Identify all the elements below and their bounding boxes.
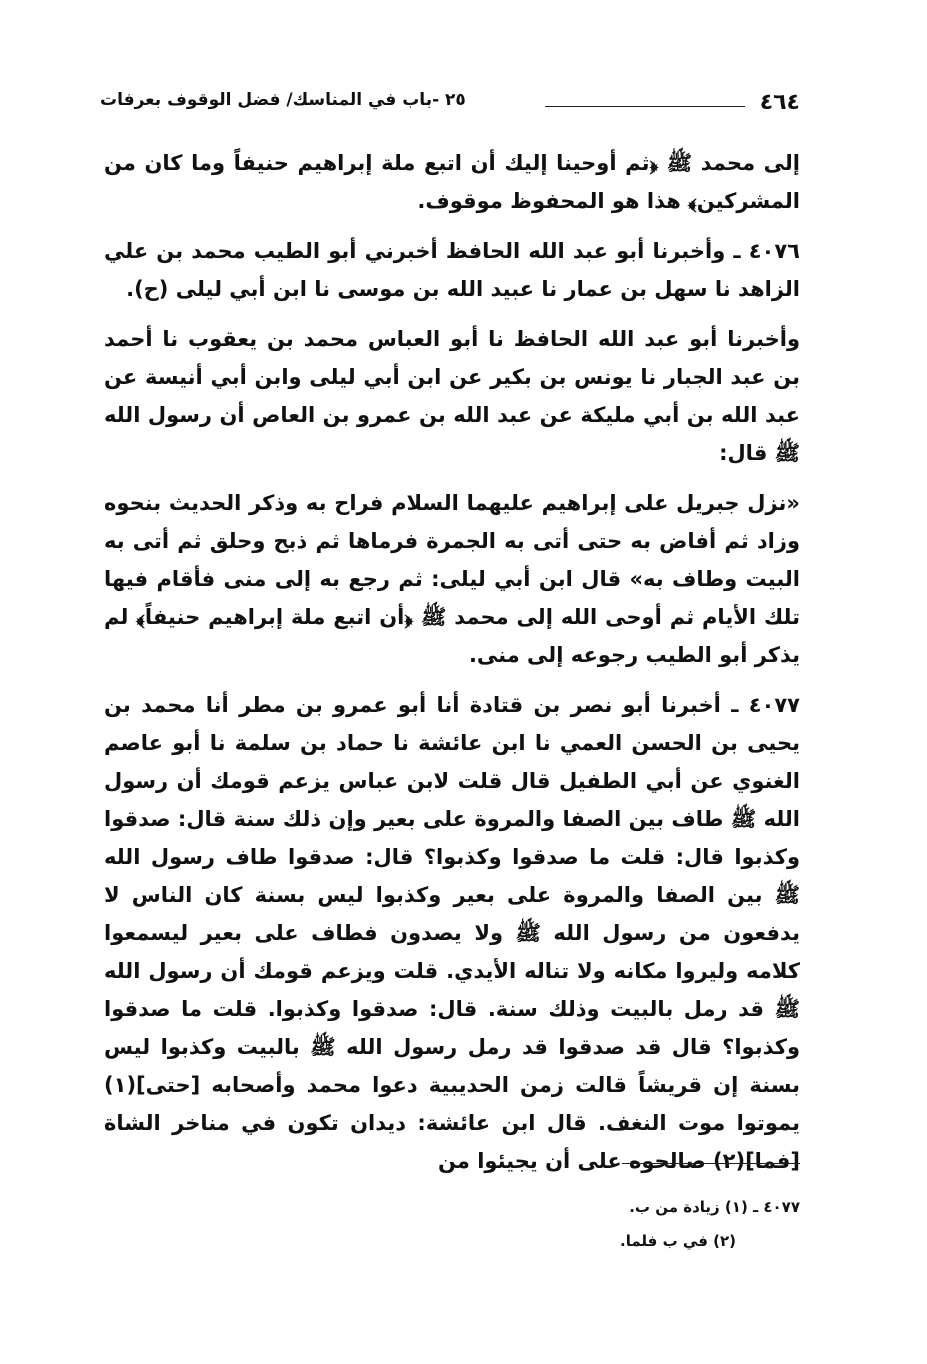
body-text <box>104 144 800 1180</box>
page-header <box>100 88 800 122</box>
running-title: ٢٥ -باب في المناسك/ فضل الوقوف بعرفات <box>100 90 466 110</box>
paragraph-matn: «نزل جبريل على إبراهيم عليهما السلام فراح به وذكر الحديث بنحوه وزاد ثم أفاض به حتى أتى به الجمرة فرماها ثم ذبح وحلق ثم أتى به البيت وطاف به» قال ابن أبي ليلى: ثم رجع به إلى منى فأقام فيها تلك الأيام ثم أوحى الله إلى محمد ﷺ ﴿أن اتبع ملة إبراهيم حنيفاً﴾ لم يذكر أبو الطيب رجوعه إلى منى. <box>104 491 800 667</box>
footnotes <box>500 1190 800 1258</box>
footnote-rule <box>622 1163 800 1164</box>
paragraph-hadith-4077: ٤٠٧٧ ـ أخبرنا أبو نصر بن قتادة أنا أبو عمرو بن مطر أنا محمد بن يحيى بن الحسن العمي نا ابن عائشة نا حماد بن سلمة نا أبو عاصم الغنوي عن أبي الطفيل قال قلت لابن عباس يزعم قومك أن رسول الله ﷺ طاف بين الصفا والمروة على بعير وإن ذلك سنة قال: صدقوا وكذبوا قال: قلت ما صدقوا وكذبوا؟ قال: صدقوا طاف رسول الله ﷺ بين الصفا والمروة على بعير وكذبوا ليس بسنة كان الناس لا يدفعون من رسول الله ﷺ ولا يصدون فطاف على بعير ليسمعوا كلامه وليروا مكانه ولا تناله الأيدي. قلت ويزعم قومك أن رسول الله ﷺ قد رمل بالبيت وذلك سنة. قال: صدقوا وكذبوا. قلت ما صدقوا وكذبوا؟ قال قد صدقوا قد رمل رسول الله ﷺ بالبيت وكذبوا ليس بسنة إن قريشاً قالت زمن الحديبية دعوا محمد وأصحابه [حتى](١) يموتوا موت النغف. قال ابن عائشة: ديدان تكون في مناخر الشاة [فما](٢) صالحوه على أن يجيئوا من <box>104 693 800 1173</box>
header-rule <box>545 106 745 107</box>
paragraph-isnad: وأخبرنا أبو عبد الله الحافظ نا أبو العباس محمد بن يعقوب نا أحمد بن عبد الجبار نا يونس بن بكير عن ابن أبي ليلى وابن أبي أنيسة عن عبد الله بن أبي مليكة عن عبد الله بن عمرو بن العاص أن رسول الله ﷺ قال: <box>104 327 800 465</box>
paragraph-continuation: إلى محمد ﷺ ﴿ثم أوحينا إليك أن اتبع ملة إبراهيم حنيفاً وما كان من المشركين﴾ هذا هو المحفوظ موقوف. <box>104 151 800 213</box>
footnote-2: (٢) في ب فلما. <box>620 1232 736 1250</box>
footnote-1: ٤٠٧٧ ـ (١) زيادة من ب. <box>629 1198 800 1216</box>
paragraph-hadith-4076: ٤٠٧٦ ـ وأخبرنا أبو عبد الله الحافظ أخبرني أبو الطيب محمد بن علي الزاهد نا سهل بن عمار نا عبيد الله بن موسى نا ابن أبي ليلى (ح). <box>104 239 800 301</box>
page-number: ٤٦٤ <box>759 90 800 115</box>
